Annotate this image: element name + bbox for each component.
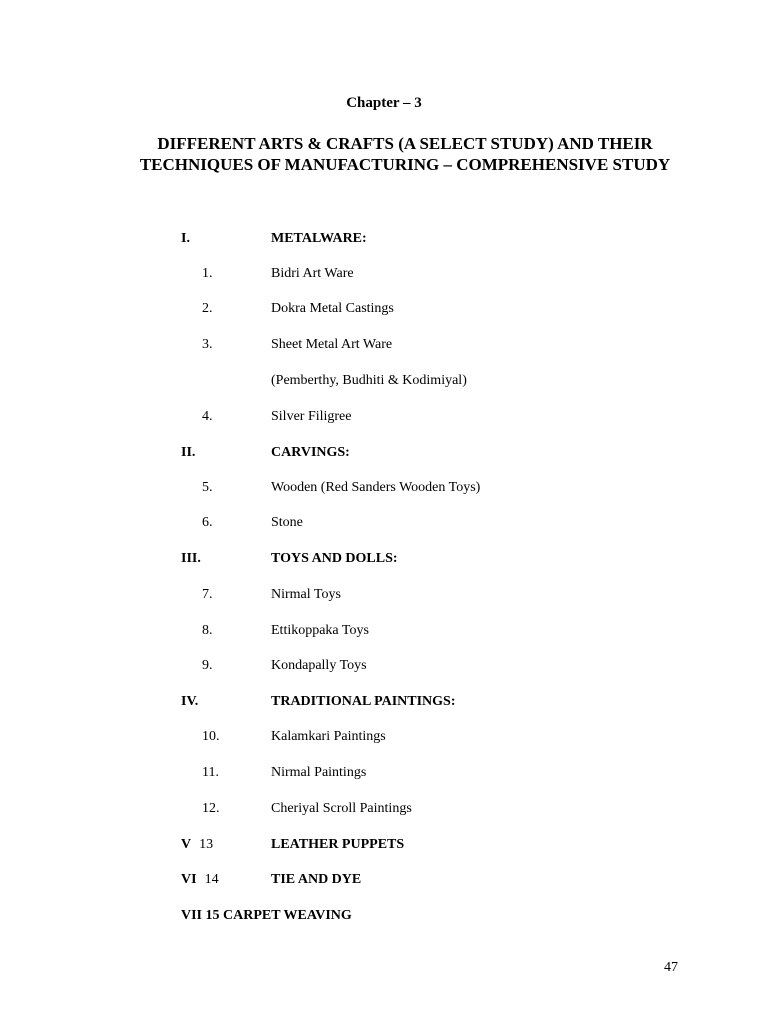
item-number: 7. (202, 587, 213, 602)
list-item (0, 478, 768, 498)
list-item (0, 264, 768, 284)
list-item (0, 299, 768, 319)
section-label: TIE AND DYE (271, 872, 362, 887)
list-item (0, 335, 768, 355)
section-carpet-weaving (0, 906, 768, 926)
item-number: 10. (202, 729, 220, 744)
section-leather-puppets (0, 835, 768, 855)
item-label: Kalamkari Paintings (271, 729, 386, 744)
section-number: II. (181, 445, 196, 460)
item-number: 11. (202, 765, 219, 780)
item-label: Sheet Metal Art Ware (271, 337, 393, 352)
item-number: 5. (202, 480, 213, 495)
section-number (181, 835, 213, 855)
section-label: CARVINGS: (271, 445, 350, 460)
page-number: 47 (664, 960, 678, 975)
item-number: 8. (202, 623, 213, 638)
page-title: DIFFERENT ARTS & CRAFTS (A SELECT STUDY) AND THEIR TECHNIQUES OF MANUFACTURING – COMPREHENSIVE STUDY (139, 134, 671, 174)
list-item (0, 585, 768, 605)
list-item (0, 621, 768, 641)
list-item (0, 513, 768, 533)
section-paintings (0, 692, 768, 712)
item-label: Bidri Art Ware (271, 266, 354, 281)
item-number: 1. (202, 266, 213, 281)
item-label: Kondapally Toys (271, 658, 367, 673)
item-label: Wooden (Red Sanders Wooden Toys) (271, 480, 481, 495)
item-number: 13 (199, 837, 214, 852)
section-toys (0, 549, 768, 569)
item-number: 9. (202, 658, 213, 673)
section-label: TRADITIONAL PAINTINGS: (271, 694, 456, 709)
list-item (0, 799, 768, 819)
chapter-heading: Chapter – 3 (346, 95, 422, 111)
section-number: III. (181, 551, 201, 566)
section-label: TOYS AND DOLLS: (271, 551, 398, 566)
item-number: 14 (204, 872, 219, 887)
item-label: Ettikoppaka Toys (271, 623, 369, 638)
section-carvings (0, 443, 768, 463)
list-item (0, 763, 768, 783)
section-roman: VI (181, 872, 197, 887)
section-metalware (0, 229, 768, 249)
section-label: METALWARE: (271, 231, 367, 246)
list-item (0, 407, 768, 427)
section-number: IV. (181, 694, 199, 709)
section-tie-and-dye (0, 870, 768, 890)
item-number: 6. (202, 515, 213, 530)
item-note: (Pemberthy, Budhiti & Kodimiyal) (271, 373, 467, 388)
section-label: VII 15 CARPET WEAVING (181, 908, 352, 923)
item-number: 12. (202, 801, 220, 816)
list-item-note (0, 371, 768, 391)
section-label: LEATHER PUPPETS (271, 837, 405, 852)
item-label: Silver Filigree (271, 409, 352, 424)
item-label: Nirmal Paintings (271, 765, 367, 780)
item-number: 4. (202, 409, 213, 424)
section-number: I. (181, 231, 190, 246)
section-roman: V (181, 837, 192, 852)
item-label: Dokra Metal Castings (271, 301, 394, 316)
item-number: 3. (202, 337, 213, 352)
item-label: Nirmal Toys (271, 587, 341, 602)
list-item (0, 727, 768, 747)
item-label: Cheriyal Scroll Paintings (271, 801, 412, 816)
item-label: Stone (271, 515, 303, 530)
item-number: 2. (202, 301, 213, 316)
list-item (0, 656, 768, 676)
section-number (181, 870, 219, 890)
